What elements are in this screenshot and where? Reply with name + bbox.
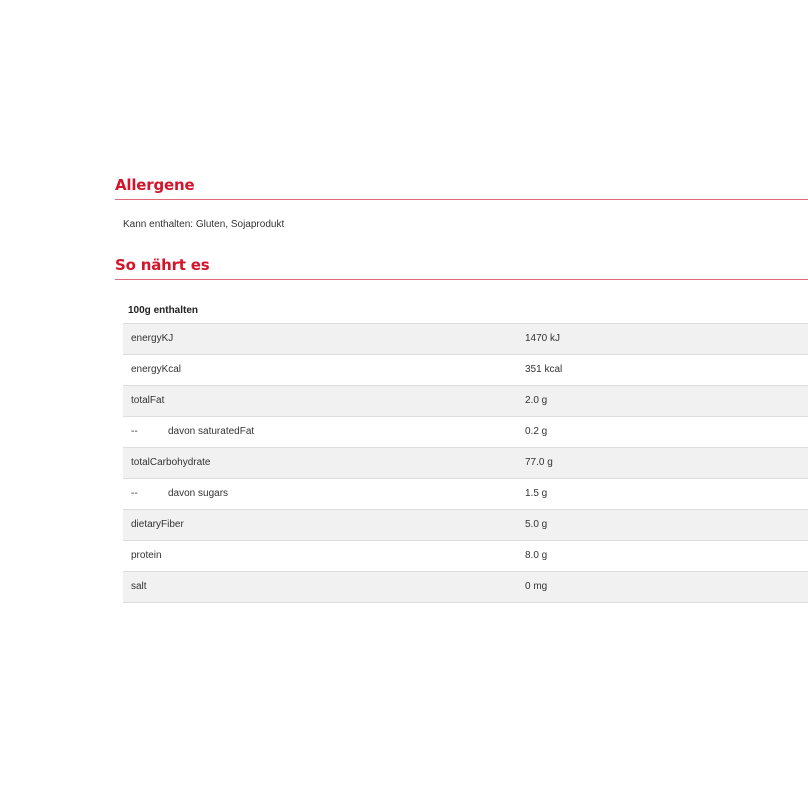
nutrient-name: totalCarbohydrate — [131, 457, 211, 468]
nutrient-name: salt — [131, 581, 147, 592]
nutrition-divider — [115, 279, 808, 280]
allergene-divider — [115, 199, 808, 200]
nutrition-table-header: 100g enthalten — [123, 298, 808, 324]
nutrition-row-energykcal — [123, 355, 808, 386]
nutrition-row-dietaryfiber — [123, 510, 808, 541]
nutrition-heading: So nährt es — [115, 256, 210, 274]
nutrient-name: energyKcal — [131, 364, 182, 375]
nutrient-value: 0 mg — [525, 581, 548, 592]
nutrition-row-saturatedfat — [123, 417, 808, 448]
nutrient-value: 1470 kJ — [525, 333, 561, 344]
sub-item-marker: -- — [131, 426, 138, 437]
nutrient-name: dietaryFiber — [131, 519, 184, 530]
nutrition-row-totalcarbohydrate — [123, 448, 808, 479]
sub-item-marker: -- — [131, 488, 138, 499]
nutrient-name: energyKJ — [131, 333, 174, 344]
nutrition-table — [123, 298, 808, 603]
nutrient-value: 2.0 g — [525, 395, 548, 406]
nutrient-value: 0.2 g — [525, 426, 548, 437]
nutrition-row-sugars — [123, 479, 808, 510]
allergen-statement: Kann enthalten: Gluten, Sojaprodukt — [123, 219, 285, 230]
nutrition-row-salt — [123, 572, 808, 603]
nutrient-value: 1.5 g — [525, 488, 548, 499]
nutrient-value: 77.0 g — [525, 457, 553, 468]
nutrient-value: 5.0 g — [525, 519, 548, 530]
allergene-heading: Allergene — [115, 176, 195, 194]
nutrient-value: 351 kcal — [525, 364, 563, 375]
nutrient-value: 8.0 g — [525, 550, 548, 561]
nutrient-name: protein — [131, 550, 162, 561]
nutrient-name: totalFat — [131, 395, 165, 406]
nutrition-row-energykj — [123, 324, 808, 355]
nutrition-row-totalfat — [123, 386, 808, 417]
nutrition-row-protein — [123, 541, 808, 572]
nutrient-name: davon sugars — [168, 488, 229, 499]
nutrient-name: davon saturatedFat — [168, 426, 255, 437]
